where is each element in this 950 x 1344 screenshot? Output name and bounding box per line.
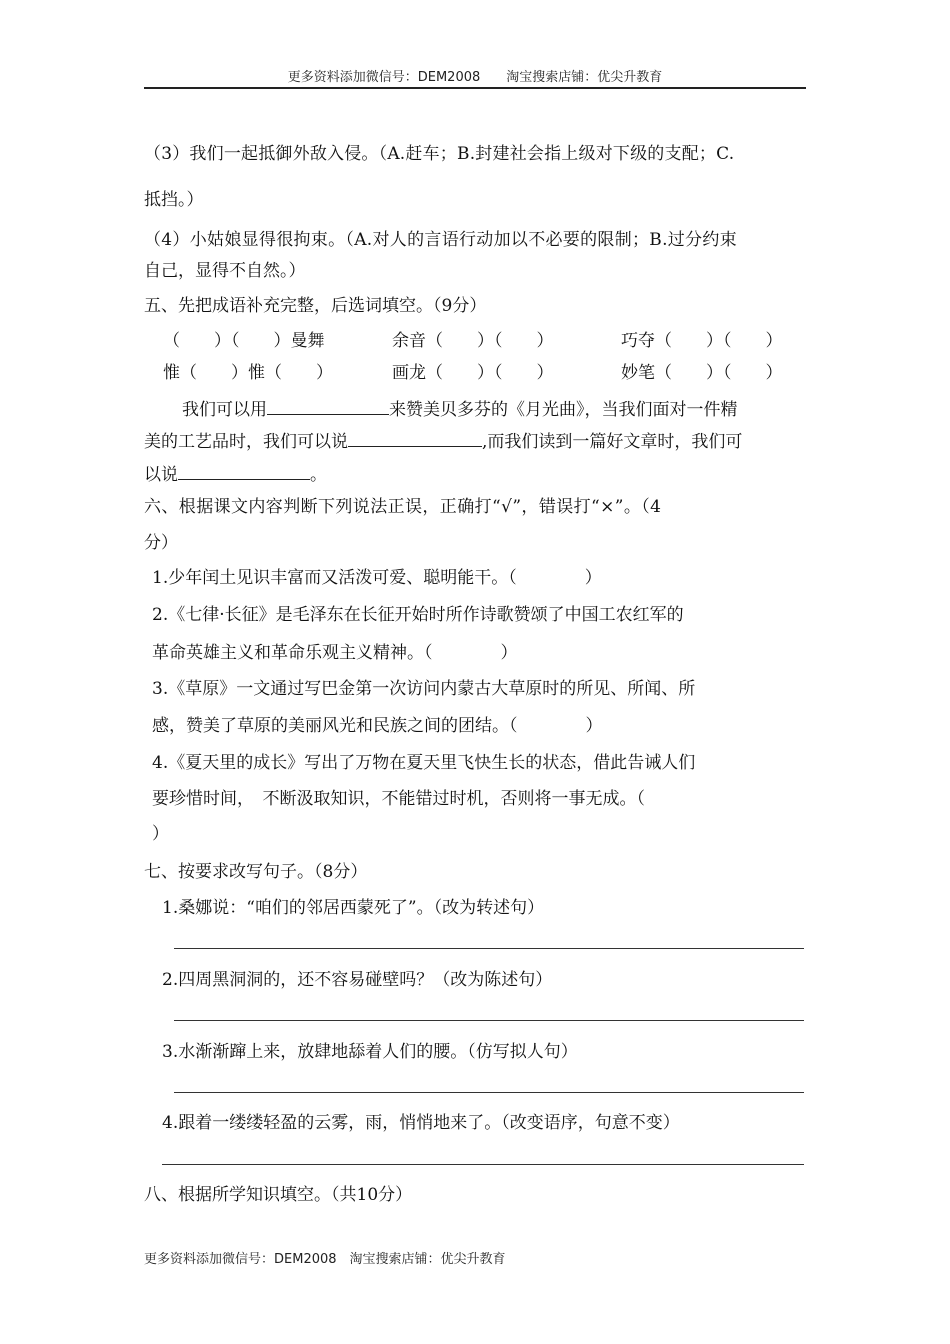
q6-item2-line2: 革命英雄主义和革命乐观主义精神。（ ） xyxy=(152,643,518,663)
q6-item1: 1.少年闰土见识丰富而又活泼可爱、聪明能干。（ ） xyxy=(152,568,602,588)
q5-fill-text: 。 xyxy=(310,465,327,485)
header-divider xyxy=(144,87,806,89)
q6-item4-line1: 4.《夏天里的成长》写出了万物在夏天里飞快生长的状态，借此告诫人们 xyxy=(152,753,696,773)
answer-blank[interactable] xyxy=(348,428,482,447)
q6-title-line1: 六、根据课文内容判断下列说法正误，正确打“√”，错误打“×”。（4 xyxy=(144,497,662,517)
q6-title-line2: 分） xyxy=(144,533,178,553)
q4-item4-line2: 自己，显得不自然。） xyxy=(144,261,306,281)
q6-item3-line2: 感，赞美了草原的美丽风光和民族之间的团结。（ ） xyxy=(152,716,603,736)
page-header: 更多资料添加微信号：DEM2008 淘宝搜索店铺：优尖升教育 xyxy=(287,70,663,85)
q7-item3: 3.水渐渐蹿上来，放肆地舔着人们的腰。（仿写拟人句） xyxy=(162,1042,578,1062)
q5-fill-text: 来赞美贝多芬的《月光曲》，当我们面对一件精 xyxy=(389,400,738,420)
q4-item3-line1: （3）我们一起抵御外敌入侵。（A.赶车；B.封建社会指上级对下级的支配；C. xyxy=(144,144,735,164)
q5-title: 五、先把成语补充完整，后选词填空。（9分） xyxy=(144,296,487,316)
q6-item2-line1: 2.《七律·长征》是毛泽东在长征开始时所作诗歌赞颂了中国工农红军的 xyxy=(152,605,684,625)
q8-title: 八、根据所学知识填空。（共10分） xyxy=(144,1185,413,1205)
q5-fill-text: 我们可以用 xyxy=(182,400,267,420)
q5-fill-text: 美的工艺品时，我们可以说 xyxy=(144,432,348,452)
q5-fill-text: 以说 xyxy=(144,465,178,485)
q6-item3-line1: 3.《草原》一文通过写巴金第一次访问内蒙古大草原时的所见、所闻、所 xyxy=(152,679,696,699)
q5-idiom-3: 巧夺（ ）（ ） xyxy=(621,331,783,351)
answer-line-1[interactable] xyxy=(174,948,804,949)
page-footer: 更多资料添加微信号：DEM2008 淘宝搜索店铺：优尖升教育 xyxy=(144,1252,506,1267)
q5-idiom-5: 画龙（ ）（ ） xyxy=(392,363,554,383)
q5-fill-line2 xyxy=(144,428,742,453)
answer-line-3[interactable] xyxy=(174,1092,804,1093)
q6-item4-line3: ） xyxy=(152,824,169,844)
q7-item2: 2.四周黑洞洞的，还不容易碰壁吗？（改为陈述句） xyxy=(162,970,553,990)
q7-item1: 1.桑娜说：“咱们的邻居西蒙死了”。（改为转述句） xyxy=(162,898,545,918)
q7-item4: 4.跟着一缕缕轻盈的云雾，雨，悄悄地来了。（改变语序，句意不变） xyxy=(162,1113,680,1133)
answer-blank[interactable] xyxy=(267,396,389,415)
q5-fill-line1 xyxy=(182,396,738,421)
answer-line-2[interactable] xyxy=(174,1020,804,1021)
q5-fill-text: ,而我们读到一篇好文章时，我们可 xyxy=(482,432,743,452)
answer-line-4[interactable] xyxy=(162,1164,804,1165)
q5-idiom-4: 惟（ ）惟（ ） xyxy=(163,363,333,383)
q4-item4-line1: （4）小姑娘显得很拘束。（A.对人的言语行动加以不必要的限制；B.过分约束 xyxy=(144,230,737,250)
q6-item4-line2: 要珍惜时间， 不断汲取知识，不能错过时机，否则将一事无成。（ xyxy=(152,789,645,809)
q5-idiom-6: 妙笔（ ）（ ） xyxy=(621,363,783,383)
q5-idiom-1: （ ）（ ）曼舞 xyxy=(163,331,325,351)
q4-item3-line2: 抵挡。） xyxy=(144,190,204,210)
q5-fill-line3 xyxy=(144,461,327,486)
q5-idiom-2: 余音（ ）（ ） xyxy=(392,331,554,351)
q7-title: 七、按要求改写句子。（8分） xyxy=(144,862,368,882)
answer-blank[interactable] xyxy=(178,461,310,480)
